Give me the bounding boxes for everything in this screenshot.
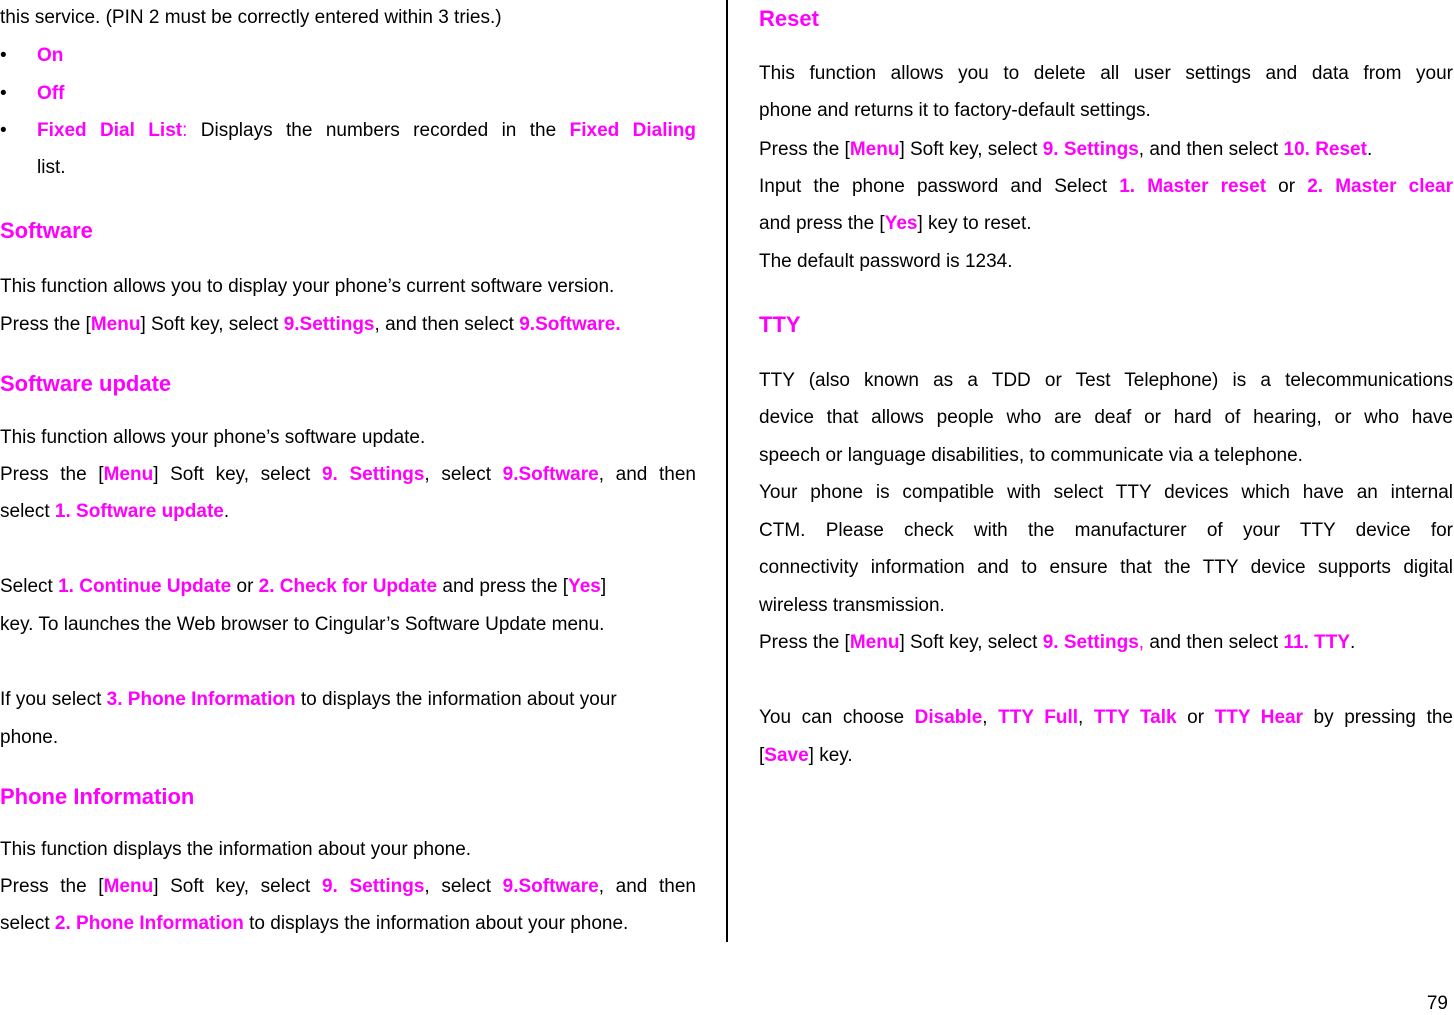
heading-tty: TTY — [759, 312, 801, 337]
paragraph-line: CTM. Please check with the manufacturer of your TTY device for — [759, 520, 1453, 541]
paragraph-line: Press the [Menu] Soft key, select 9.Settings, and then select 9.Software. — [0, 314, 621, 335]
paragraph-line: [Save] key. — [759, 745, 853, 766]
paragraph-line: phone and returns it to factory-default settings. — [759, 100, 1151, 121]
paragraph-line: speech or language disabilities, to communicate via a telephone. — [759, 445, 1303, 466]
heading-phone-information: Phone Information — [0, 784, 195, 809]
heading-software: Software — [0, 218, 93, 243]
bullet-icon: • — [0, 83, 7, 104]
paragraph-line: Your phone is compatible with select TTY devices which have an internal — [759, 482, 1453, 503]
paragraph-line: wireless transmission. — [759, 595, 945, 616]
paragraph-line: key. To launches the Web browser to Cingular’s Software Update menu. — [0, 614, 605, 635]
column-divider — [726, 0, 728, 942]
page-number: 79 — [1426, 993, 1448, 1014]
paragraph-line: If you select 3. Phone Information to displays the information about your — [0, 689, 617, 710]
paragraph-line: this service. (PIN 2 must be correctly entered within 3 tries.) — [0, 7, 502, 28]
heading-software-update: Software update — [0, 371, 172, 396]
paragraph-line: The default password is 1234. — [759, 251, 1013, 272]
paragraph-line: device that allows people who are deaf or hard of hearing, or who have — [759, 407, 1453, 428]
paragraph-line: Press the [Menu] Soft key, select 9. Settings, and then select 11. TTY. — [759, 632, 1356, 653]
paragraph-line: This function allows your phone’s software update. — [0, 427, 426, 448]
heading-reset: Reset — [759, 6, 819, 31]
paragraph-line: Input the phone password and Select 1. Master reset or 2. Master clear — [759, 176, 1453, 197]
bullet-icon: • — [0, 45, 7, 66]
paragraph-line: You can choose Disable, TTY Full, TTY Talk or TTY Hear by pressing the — [759, 707, 1453, 728]
paragraph-line: connectivity information and to ensure that the TTY device supports digital — [759, 557, 1453, 578]
paragraph-line: Press the [Menu] Soft key, select 9. Settings, and then select 10. Reset. — [759, 139, 1373, 160]
paragraph-line: and press the [Yes] key to reset. — [759, 213, 1032, 234]
paragraph-line: select 2. Phone Information to displays the information about your phone. — [0, 913, 629, 934]
paragraph-line: This function allows you to delete all user settings and data from your — [759, 63, 1453, 84]
paragraph-line: list. — [37, 157, 66, 178]
paragraph-line: Press the [Menu] Soft key, select 9. Settings, select 9.Software, and then — [0, 464, 696, 485]
paragraph-line: TTY (also known as a TDD or Test Telephone) is a telecommunications — [759, 370, 1453, 391]
paragraph-line: Select 1. Continue Update or 2. Check for Update and press the [Yes] — [0, 576, 607, 597]
bullet-icon: • — [0, 120, 7, 141]
paragraph-line: select 1. Software update. — [0, 501, 230, 522]
paragraph-line: phone. — [0, 727, 59, 748]
paragraph-line: This function allows you to display your phone’s current software version. — [0, 276, 615, 297]
paragraph-line: This function displays the information about your phone. — [0, 839, 472, 860]
paragraph-line: Press the [Menu] Soft key, select 9. Settings, select 9.Software, and then — [0, 876, 696, 897]
